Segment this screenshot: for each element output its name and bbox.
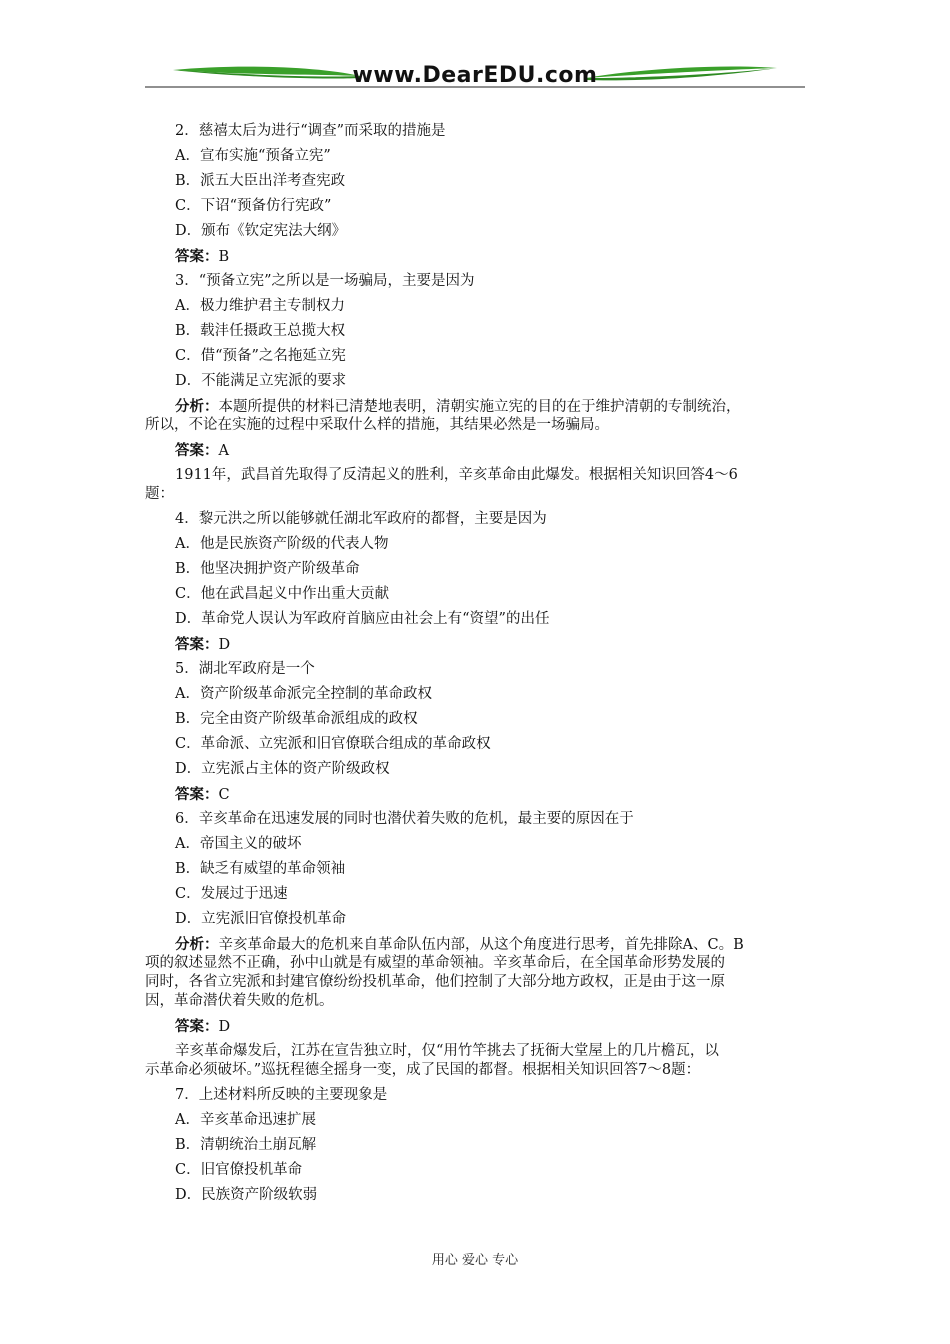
analysis-text: 因，革命潜伏着失败的危机。: [145, 993, 334, 1009]
answer-value: C: [218, 787, 230, 803]
option-a: A．极力维护君主专制权力: [175, 298, 345, 314]
option-d: D．不能满足立宪派的要求: [175, 373, 347, 389]
document-body: [145, 119, 807, 1208]
material-paragraph: [145, 1042, 807, 1080]
question-stem: 5．湖北军政府是一个: [175, 661, 315, 677]
question-stem: 6．辛亥革命在迅速发展的同时也潜伏着失败的危机，最主要的原因在于: [175, 811, 634, 827]
answer-line: [175, 244, 807, 269]
option-c: C．借“预备”之名拖延立宪: [175, 348, 346, 364]
analysis-text: 所以，不论在实施的过程中采取什么样的措施，其结果必然是一场骗局。: [145, 417, 609, 433]
option-b: B．缺乏有威望的革命领袖: [175, 861, 346, 877]
option-a: A．宣布实施“预备立宪”: [175, 148, 331, 164]
material-text: 1911年，武昌首先取得了反清起义的胜利，辛亥革命由此爆发。根据相关知识回答4～6: [175, 467, 738, 483]
analysis-text: 本题所提供的材料已清楚地表明，清朝实施立宪的目的在于维护清朝的专制统治，: [218, 399, 741, 415]
analysis-label: 分析：: [175, 398, 219, 415]
analysis-paragraph: [145, 397, 807, 435]
answer-value: B: [218, 249, 230, 265]
analysis-text: 同时，各省立宪派和封建官僚纷纷投机革命，他们控制了大部分地方政权，正是由于这一原: [145, 974, 725, 990]
site-header: [145, 56, 805, 92]
option-c: C．他在武昌起义中作出重大贡献: [175, 586, 390, 602]
analysis-paragraph: [145, 935, 807, 1011]
option-b: B．派五大臣出洋考查宪政: [175, 173, 346, 189]
answer-line: [175, 782, 807, 807]
option-b: B．完全由资产阶级革命派组成的政权: [175, 711, 418, 727]
option-d: D．革命党人误认为军政府首脑应由社会上有“资望”的出任: [175, 611, 550, 627]
question-stem: 4．黎元洪之所以能够就任湖北军政府的都督，主要是因为: [175, 511, 547, 527]
option-a: A．帝国主义的破坏: [175, 836, 302, 852]
answer-line: [175, 1014, 807, 1039]
site-logo[interactable]: www.DearEDU.com: [352, 63, 598, 88]
option-d: D．立宪派占主体的资产阶级政权: [175, 761, 390, 777]
material-paragraph: [145, 466, 807, 504]
option-c: C．发展过于迅速: [175, 886, 288, 902]
answer-line: [175, 632, 807, 657]
option-d: D．颁布《钦定宪法大纲》: [175, 223, 347, 239]
answer-label: 答案：: [175, 636, 219, 653]
option-c: C．旧官僚投机革命: [175, 1162, 303, 1178]
option-b: B．清朝统治土崩瓦解: [175, 1137, 317, 1153]
answer-value: D: [218, 637, 231, 653]
option-a: A．资产阶级革命派完全控制的革命政权: [175, 686, 432, 702]
material-text: 辛亥革命爆发后，江苏在宣告独立时，仅“用竹竿挑去了抚衙大堂屋上的几片檐瓦，以: [175, 1043, 719, 1059]
option-b: B．载沣任摄政王总揽大权: [175, 323, 346, 339]
option-c: C．革命派、立宪派和旧官僚联合组成的革命政权: [175, 736, 491, 752]
option-a: A．辛亥革命迅速扩展: [175, 1112, 316, 1128]
answer-line: [175, 438, 807, 463]
option-a: A．他是民族资产阶级的代表人物: [175, 536, 389, 552]
answer-label: 答案：: [175, 1018, 219, 1035]
option-b: B．他坚决拥护资产阶级革命: [175, 561, 360, 577]
answer-value: A: [218, 443, 229, 459]
analysis-text: 辛亥革命最大的危机来自革命队伍内部，从这个角度进行思考，首先排除A、C。B: [218, 937, 744, 953]
question-stem: 3．“预备立宪”之所以是一场骗局，主要是因为: [175, 273, 475, 289]
option-c: C．下诏“预备仿行宪政”: [175, 198, 332, 214]
option-d: D．立宪派旧官僚投机革命: [175, 911, 347, 927]
option-d: D．民族资产阶级软弱: [175, 1187, 318, 1203]
analysis-text: 项的叙述显然不正确，孙中山就是有威望的革命领袖。辛亥革命后，在全国革命形势发展的: [145, 955, 725, 971]
answer-value: D: [218, 1019, 231, 1035]
question-stem: 7．上述材料所反映的主要现象是: [175, 1087, 388, 1103]
answer-label: 答案：: [175, 786, 219, 803]
material-text: 题：: [145, 486, 174, 502]
question-stem: 2．慈禧太后为进行“调查”而采取的措施是: [175, 123, 446, 139]
page-footer: 用心 爱心 专心: [431, 1253, 519, 1268]
answer-label: 答案：: [175, 248, 219, 265]
answer-label: 答案：: [175, 442, 219, 459]
material-text: 示革命必须破坏。”巡抚程德全摇身一变，成了民国的都督。根据相关知识回答7～8题：: [145, 1062, 701, 1078]
analysis-label: 分析：: [175, 936, 219, 953]
